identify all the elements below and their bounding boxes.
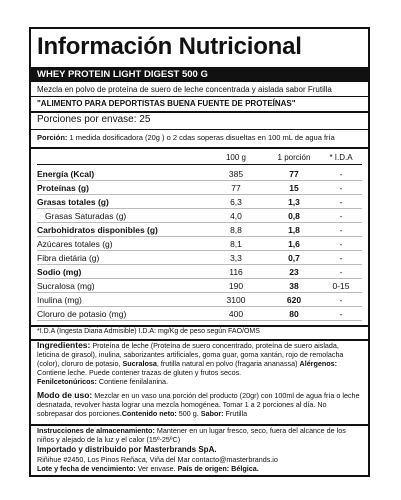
- product-name-bar: WHEY PROTEIN LIGHT DIGEST 500 G: [31, 67, 368, 82]
- value-per-portion: 1,8: [288, 225, 300, 235]
- nutrient-name: Grasas totales (g): [37, 197, 109, 207]
- divider: [31, 129, 368, 130]
- nutrient-name: Cloruro de potasio (mg): [37, 309, 127, 319]
- nutrient-row: [31, 307, 368, 321]
- ida-value: 0-15: [332, 281, 350, 291]
- value-per-100g: 6,3: [230, 197, 242, 207]
- ida-value: -: [339, 267, 343, 277]
- nutrient-row: [31, 223, 368, 237]
- ida-value: -: [339, 309, 343, 319]
- storage-text: Mantener en un lugar fresco, seco, fuera del alcance de los niños y alejado de la luz y el calor (15º-25ºC): [37, 426, 346, 444]
- importer-line: Importado y distribuido por Masterbrands SpA.: [37, 445, 217, 454]
- value-per-portion: 77: [289, 169, 299, 179]
- storage-block: [37, 426, 362, 444]
- value-per-portion: 1,6: [288, 239, 300, 249]
- divider: [37, 164, 362, 165]
- value-per-portion: 15: [289, 183, 299, 193]
- value-per-100g: 4,0: [230, 211, 242, 221]
- ida-value: -: [339, 225, 343, 235]
- lot-label: Lote y fecha de vencimiento:: [37, 464, 136, 473]
- divider: [31, 325, 368, 327]
- ida-value: -: [339, 197, 343, 207]
- phenylketonurics-text: Contiene fenilalanina.: [96, 377, 169, 386]
- row-divider: [37, 320, 362, 321]
- usage-label: Modo de uso:: [37, 390, 93, 400]
- ida-note: *I.D.A (Ingesta Diaria Admisible) I.D.A: mg/Kg de peso según FAO/OMS: [37, 328, 260, 335]
- value-per-100g: 400: [228, 309, 244, 319]
- nutrient-row: [31, 195, 368, 209]
- nutrient-row: [31, 167, 368, 181]
- value-per-portion: 620: [286, 295, 302, 305]
- label-title: Información Nutricional: [37, 33, 302, 60]
- divider: [31, 96, 368, 97]
- value-per-portion: 38: [289, 281, 299, 291]
- nutrient-name: Inulina (mg): [37, 295, 82, 305]
- nutrient-name: Sodio (mg): [37, 267, 82, 277]
- ida-value: -: [339, 239, 343, 249]
- value-per-portion: 80: [289, 309, 299, 319]
- value-per-100g: 8,8: [230, 225, 242, 235]
- value-per-portion: 0,8: [288, 211, 300, 221]
- nutrient-row: [31, 181, 368, 195]
- portion-text: 1 medida dosificadora (20g ) o 2 cdas soperas disueltas en 100 mL de agua fría: [67, 133, 335, 142]
- value-per-100g: 3,3: [230, 253, 242, 263]
- product-description: Mezcla en polvo de proteína de suero de leche concentrada y aislada sabor Frutilla: [37, 85, 332, 94]
- allergens-text: Contiene leche. Puede contener trazas de gluten y frutos secos.: [37, 368, 242, 377]
- value-per-portion: 0,7: [288, 253, 300, 263]
- nutrient-name: Energía (Kcal): [37, 169, 95, 179]
- header-portion: 1 porción: [277, 153, 311, 162]
- value-per-100g: 385: [228, 169, 244, 179]
- nutrient-name: Sucralosa (mg): [37, 281, 95, 291]
- header-ida: * I.D.A: [329, 153, 353, 162]
- origin-label: País de origen: Bélgica.: [177, 464, 259, 473]
- nutrient-name: Proteínas (g): [37, 183, 89, 193]
- lot-text: Ver envase.: [135, 464, 178, 473]
- ingredients-label: Ingredientes:: [37, 340, 91, 350]
- ingredients-text: Proteína de leche (Proteína de suero concentrado, proteína de suero aislada, leticina de girasol), inulina, saborizantes artificiales, goma guar, goma xantán, rojo de remolacha (color), cloruro de potasio,: [37, 341, 344, 368]
- importer-address: Riñihue #2450, Los Pinos Reñaca, Viña del Mar contacto@masterbrands.io: [37, 454, 278, 464]
- value-per-portion: 23: [289, 267, 299, 277]
- nutrient-row: [31, 265, 368, 279]
- net-content-label: Contenido neto:: [121, 409, 177, 418]
- nutrient-row: [31, 293, 368, 307]
- nutrient-name: Grasas Saturadas (g): [45, 211, 127, 221]
- storage-label: Instrucciones de almacenamiento:: [37, 426, 155, 435]
- ingredients-block: [37, 341, 362, 386]
- phenylketonurics-label: Fenilcetonúricos:: [37, 377, 97, 386]
- flavor-label: Sabor:: [200, 409, 224, 418]
- nutrient-row: [31, 251, 368, 265]
- flavor-value: Frutilla: [223, 409, 248, 418]
- ida-value: -: [339, 253, 343, 263]
- value-per-portion: 1,3: [288, 197, 300, 207]
- net-content-value: 500 g.: [176, 409, 201, 418]
- divider: [31, 111, 368, 113]
- usage-block: [37, 391, 362, 418]
- value-per-100g: 3100: [226, 295, 246, 305]
- nutrient-row: [31, 279, 368, 293]
- nutrient-name: Azúcares totales (g): [37, 239, 113, 249]
- servings-per-container: Porciones por envase: 25: [37, 114, 151, 125]
- nutrition-label: [29, 27, 370, 477]
- portion-info: [37, 133, 335, 142]
- nutrient-name: Fibra dietária (g): [37, 253, 100, 263]
- value-per-100g: 77: [231, 183, 241, 193]
- value-per-100g: 8,1: [230, 239, 242, 249]
- usage-text: Mezclar en un vaso una porción del producto (20gr) con 100ml de agua fría o leche desnatada, revolver hasta lograr una mezcla homogénea. Tomar 1 a 2 porciones al día. No sobrepasar dos porciones.: [37, 391, 360, 418]
- table-header: [31, 153, 368, 163]
- importer-block: [37, 445, 362, 474]
- ida-value: -: [339, 295, 343, 305]
- ida-value: -: [339, 169, 343, 179]
- ida-value: -: [339, 183, 343, 193]
- value-per-100g: 190: [228, 281, 244, 291]
- sucralose-label: Sucralosa: [122, 359, 157, 368]
- header-100g: 100 g: [225, 153, 247, 162]
- ida-value: -: [339, 211, 343, 221]
- value-per-100g: 116: [229, 267, 243, 277]
- portion-label: Porción:: [37, 133, 68, 142]
- ingredients-text-2: , frutilla natural en polvo (fragaria ananassa): [156, 359, 300, 368]
- allergens-label: Alérgenos:: [299, 359, 338, 368]
- tagline: "ALIMENTO PARA DEPORTISTAS BUENA FUENTE DE PROTEÍNAS": [37, 99, 296, 108]
- nutrient-row: [31, 209, 368, 223]
- nutrient-row: [31, 237, 368, 251]
- nutrient-name: Carbohidratos disponibles (g): [37, 225, 158, 235]
- divider: [31, 147, 368, 149]
